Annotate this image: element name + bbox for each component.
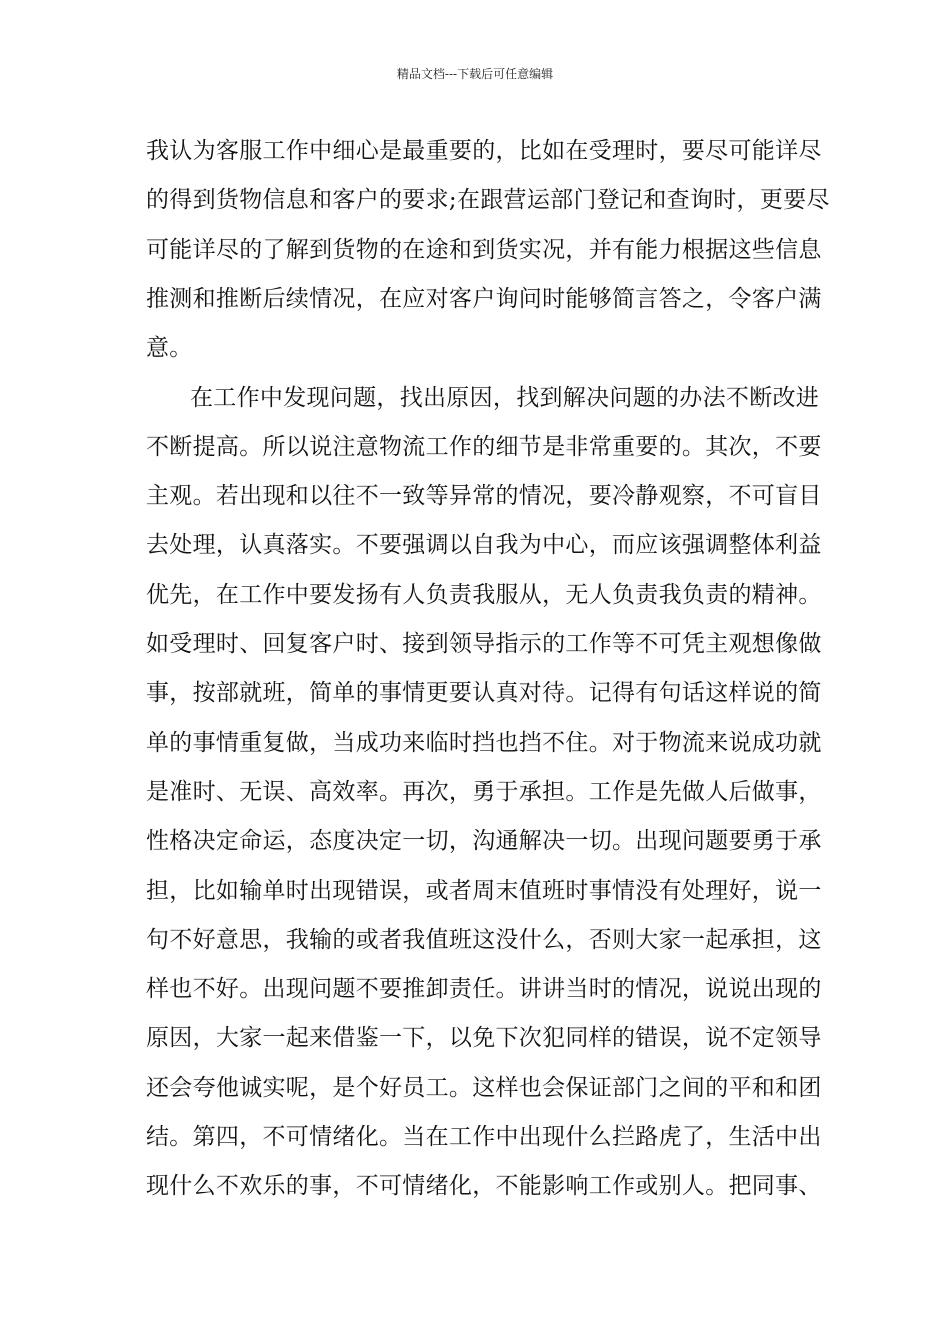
text-line: 主观。若出现和以往不一致等异常的情况，要冷静观察，不可盲目 <box>146 483 822 510</box>
text-line: 句不好意思，我输的或者我值班这没什么，否则大家一起承担，这 <box>146 926 822 953</box>
text-line: 单的事情重复做，当成功来临时挡也挡不住。对于物流来说成功就 <box>146 729 822 756</box>
text-line: 原因，大家一起来借鉴一下，以免下次犯同样的错误，说不定领导 <box>146 1025 822 1052</box>
text-line: 不断提高。所以说注意物流工作的细节是非常重要的。其次，不要 <box>146 433 822 460</box>
text-line: 意。 <box>146 335 193 362</box>
text-line: 优先，在工作中要发扬有人负责我服从，无人负责我负责的精神。 <box>146 581 822 608</box>
text-line: 推测和推断后续情况，在应对客户询问时能够简言答之，令客户满 <box>146 285 822 312</box>
text-line: 结。第四，不可情绪化。当在工作中出现什么拦路虎了，生活中出 <box>146 1124 822 1150</box>
text-line: 性格决定命运，态度决定一切，沟通解决一切。出现问题要勇于承 <box>146 828 822 855</box>
text-line: 去处理，认真落实。不要强调以自我为中心，而应该强调整体利益 <box>146 532 822 559</box>
text-line: 还会夸他诚实呢，是个好员工。这样也会保证部门之间的平和和团 <box>146 1074 822 1101</box>
text-line: 如受理时、回复客户时、接到领导指示的工作等不可凭主观想像做 <box>146 631 822 657</box>
text-line: 样也不好。出现问题不要推卸责任。讲讲当时的情况，说说出现的 <box>146 976 822 1003</box>
text-line: 我认为客服工作中细心是最重要的，比如在受理时，要尽可能详尽 <box>146 138 822 164</box>
text-line: 现什么不欢乐的事，不可情绪化，不能影响工作或别人。把同事、 <box>146 1173 822 1200</box>
text-line: 担，比如输单时出现错误，或者周末值班时事情没有处理好，说一 <box>146 877 822 904</box>
text-line: 事，按部就班，简单的事情更要认真对待。记得有句话这样说的简 <box>146 680 822 707</box>
text-line: 是准时、无误、高效率。再次，勇于承担。工作是先做人后做事， <box>146 778 822 805</box>
text-line: 的得到货物信息和客户的要求;在跟营运部门登记和查询时，更要尽 <box>146 187 830 214</box>
text-line: 在工作中发现问题，找出原因，找到解决问题的办法不断改进 <box>190 384 820 411</box>
text-line: 可能详尽的了解到货物的在途和到货实况，并有能力根据这些信息 <box>146 236 822 263</box>
page-header: 精品文档---下载后可任意编辑 <box>396 67 554 81</box>
